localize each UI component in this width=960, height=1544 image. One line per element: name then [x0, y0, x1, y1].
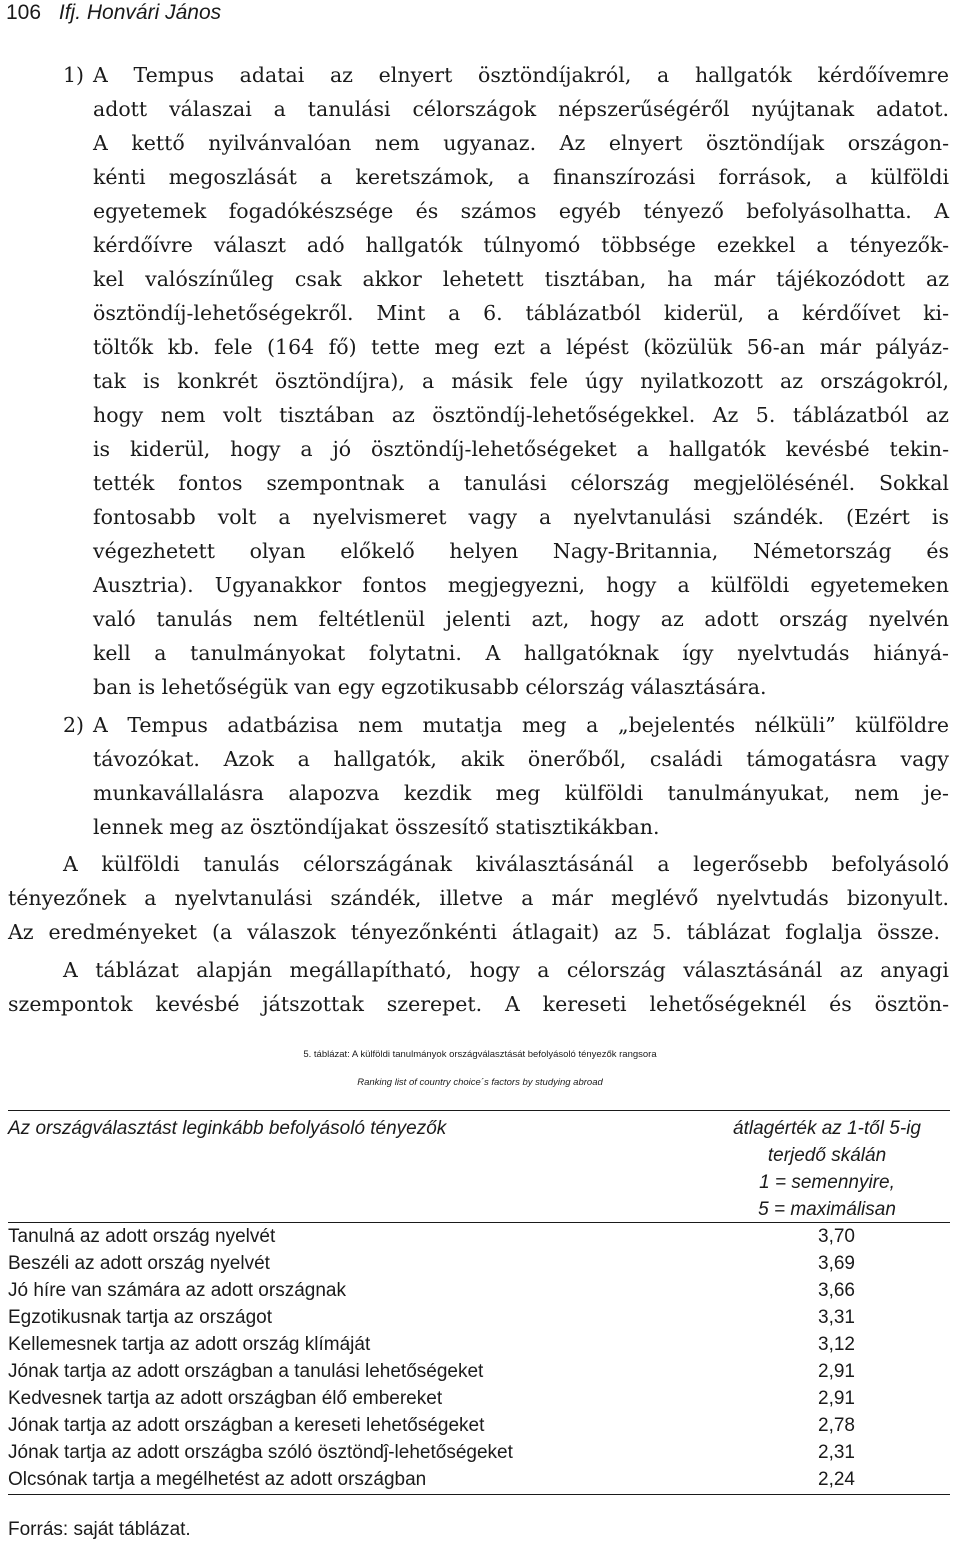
text-line: A külföldi tanulás célországának kiválasztásánál a legerősebb befolyásoló [63, 852, 949, 876]
factor-average: 3,66 [818, 1280, 855, 1301]
column-header-line: 5 = maximálisan [758, 1199, 896, 1220]
table-top-rule [8, 1110, 950, 1111]
text-line: tak is konkrét ösztöndíjra), a másik fele úgy nyilatkozott az országokról, [93, 369, 949, 393]
factor-label: Jó híre van számára az adott országnak [8, 1280, 346, 1301]
column-header-line: terjedő skálán [767, 1145, 887, 1166]
factor-average: 2,31 [818, 1442, 855, 1463]
text-line: A kettő nyilvánvalóan nem ugyanaz. Az elnyert ösztöndíjak országon- [93, 131, 949, 155]
text-line: A táblázat alapján megállapítható, hogy a célország választásánál az anyagi [63, 958, 949, 982]
running-head-author: Ifj. Honvári János [58, 1, 222, 24]
table-caption: 5. táblázat: A külföldi tanulmányok országválasztását befolyásoló tényezők rangsora [303, 1049, 657, 1060]
table-source-note: Forrás: saját táblázat. [8, 1519, 191, 1540]
text-line: lennek meg az ösztöndíjakat összesítő statisztikákban. [93, 815, 660, 839]
factor-label: Jónak tartja az adott országban a tanulási lehetőségeket [8, 1361, 484, 1382]
text-line: kel valószínűleg csak akkor lehetett tisztában, ha már tájékozódott az [93, 267, 949, 291]
factor-average: 3,12 [818, 1334, 855, 1355]
factor-label: Beszéli az adott ország nyelvét [8, 1253, 270, 1274]
table-row [8, 1250, 950, 1277]
column-header-line: 1 = semennyire, [759, 1172, 895, 1193]
text-line: A Tempus adatbázisa nem mutatja meg a „bejelentés nélküli” külföldre [93, 713, 949, 737]
factor-average: 3,70 [818, 1226, 855, 1247]
factor-average: 2,78 [818, 1415, 855, 1436]
running-header [6, 0, 221, 26]
list-marker-1: 1) [63, 63, 85, 87]
text-line: tényezőnek a nyelvtanulási szándék, illetve a már meglévő nyelvtudás bizonyult. [8, 886, 949, 910]
table-caption-english: Ranking list of country choice´s factors by studying abroad [357, 1077, 603, 1088]
factor-label: Kedvesnek tartja az adott országban élő embereket [8, 1388, 443, 1409]
table-row [8, 1304, 950, 1331]
table-row [8, 1385, 950, 1412]
column-header-factors: Az országválasztást leginkább befolyásoló tényezők [8, 1118, 447, 1139]
table-row [8, 1358, 950, 1385]
column-header-average [702, 1115, 952, 1223]
text-line: Az eredményeket (a válaszok tényezőnkénti átlagait) az 5. táblázat foglalja össze. [8, 920, 940, 944]
text-line: kénti megoszlását a keretszámok, a finanszírozási források, a külföldi [93, 165, 949, 189]
text-line: adott válaszai a tanulási célországok népszerűségéről nyújtanak adatot. [93, 97, 949, 121]
text-line: szempontok kevésbé játszottak szerepet. A kereseti lehetőségeknél és ösztön- [8, 992, 949, 1016]
factor-average: 2,91 [818, 1388, 855, 1409]
table-row [8, 1439, 950, 1466]
table-row [8, 1466, 950, 1493]
text-line: kell a tanulmányokat folytatni. A hallgatóknak így nyelvtudás hiányá- [93, 641, 949, 665]
factor-label: Kellemesnek tartja az adott ország klímáját [8, 1334, 371, 1355]
text-line: egyetemek fogadókészsége és számos egyéb tényező befolyásolhatta. A [93, 199, 949, 223]
column-header-line: átlagérték az 1-től 5-ig [733, 1118, 921, 1139]
text-line: ösztöndíj-lehetőségekről. Mint a 6. táblázatból kiderül, a kérdőívet ki- [93, 301, 949, 325]
text-line: kérdőívre választ adó hallgatók túlnyomó többsége ezekkel a tényezők- [93, 233, 949, 257]
factor-label: Olcsónak tartja a megélhetést az adott országban [8, 1469, 427, 1490]
table-bottom-rule [8, 1494, 950, 1495]
text-line: tették fontos szempontnak a tanulási célország megjelölésénél. Sokkal [93, 471, 949, 495]
table-row [8, 1412, 950, 1439]
text-line: ban is lehetőségük van egy egzotikusabb célország választására. [93, 675, 767, 699]
factor-label: Tanulná az adott ország nyelvét [8, 1226, 276, 1247]
text-line: fontosabb volt a nyelvismeret vagy a nyelvtanulási szándék. (Ezért is [93, 505, 949, 529]
text-line: töltők kb. fele (164 fő) tette meg ezt a lépést (közülük 56-an már pályáz- [93, 335, 949, 359]
factor-label: Jónak tartja az adott országban a kereseti lehetőségeket [8, 1415, 485, 1436]
table-row [8, 1223, 950, 1250]
factor-average: 2,91 [818, 1361, 855, 1382]
text-line: munkavállalásra alapozva kezdik meg külföldi tanulmányukat, nem je- [93, 781, 949, 805]
factor-label: Egzotikusnak tartja az országot [8, 1307, 273, 1328]
table-row [8, 1277, 950, 1304]
table-row [8, 1331, 950, 1358]
text-line: is kiderül, hogy a jó ösztöndíj-lehetőségeket a hallgatók kevésbé tekin- [93, 437, 949, 461]
text-line: A Tempus adatai az elnyert ösztöndíjakról, a hallgatók kérdőívemre [93, 63, 949, 87]
text-line: Ausztria). Ugyanakkor fontos megjegyezni, hogy a külföldi egyetemeken [93, 573, 949, 597]
factor-average: 3,69 [818, 1253, 855, 1274]
factor-average: 2,24 [818, 1469, 855, 1490]
text-line: távozókat. Azok a hallgatók, akik önerőből, családi támogatásra vagy [93, 747, 949, 771]
list-marker-2: 2) [63, 713, 85, 737]
factor-label: Jónak tartja az adott országba szóló ösztöndĵ-lehetőségeket [8, 1442, 513, 1463]
text-line: végezhetett olyan előkelő helyen Nagy-Britannia, Németország és [93, 539, 949, 563]
factor-average: 3,31 [818, 1307, 855, 1328]
page-number: 106 [6, 1, 42, 24]
text-line: hogy nem volt tisztában az ösztöndíj-lehetőségekkel. Az 5. táblázatból az [93, 403, 949, 427]
text-line: való tanulás nem feltétlenül jelenti azt, hogy az adott ország nyelvén [93, 607, 949, 631]
